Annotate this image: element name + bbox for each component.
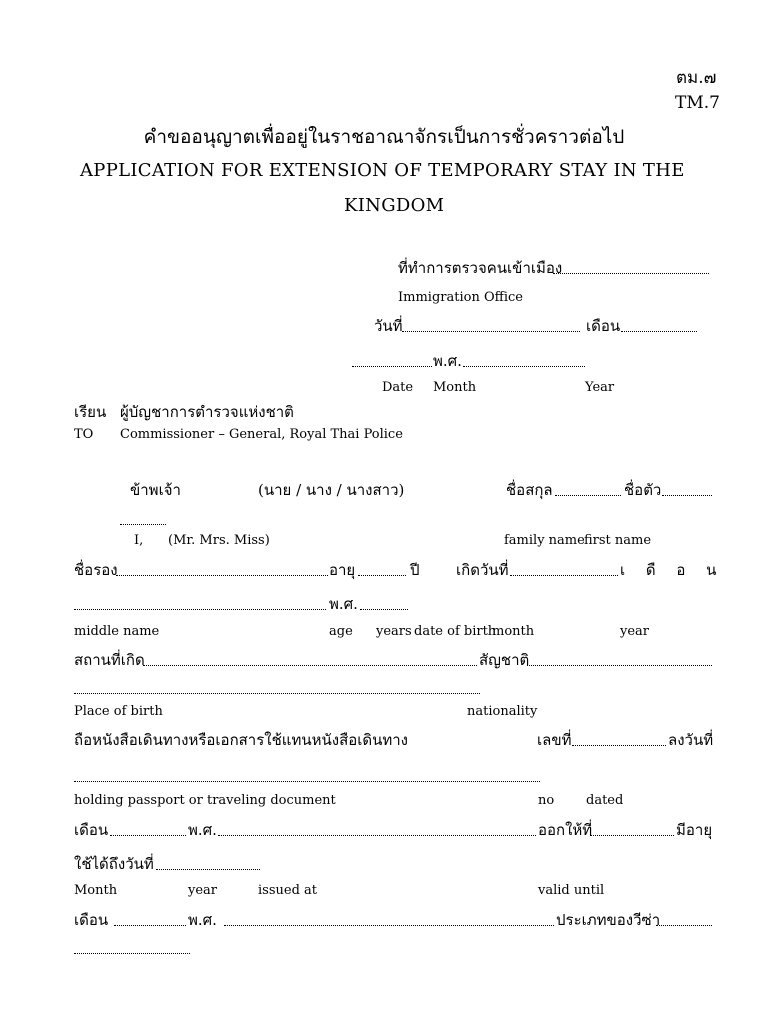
age-label: age	[329, 624, 353, 639]
nationality-label: nationality	[467, 704, 538, 719]
passport-year-label: year	[188, 883, 218, 898]
passport-dated-label-thai: ลงวันที่	[668, 731, 714, 749]
dob-month-field[interactable]	[74, 608, 326, 610]
first-name-label-thai: ชื่อตัว	[624, 481, 662, 499]
title-english-line2: KINGDOM	[344, 195, 445, 216]
date-day-label-thai: วันที่	[374, 317, 403, 335]
middle-name-label-thai: ชื่อรอง	[74, 561, 118, 579]
valid-until-label: valid until	[538, 883, 605, 898]
month-label: Month	[433, 380, 477, 395]
applicant-label-thai: ข้าพเจ้า	[130, 481, 181, 499]
title-options-thai: (นาย / นาง / นางสาว)	[258, 481, 405, 499]
first-name-label: first name	[584, 533, 652, 548]
valid-until-field[interactable]	[156, 868, 260, 870]
visa-type-field[interactable]	[656, 924, 712, 926]
visa-type-field-continued[interactable]	[74, 952, 190, 954]
issued-at-field[interactable]	[590, 834, 674, 836]
form-code-thai: ตม.๗	[676, 68, 717, 88]
date-month-label-thai: เดือน	[586, 317, 621, 335]
visa-year-field[interactable]	[224, 924, 554, 926]
nationality-field[interactable]	[527, 664, 712, 666]
visa-year-label-thai: พ.ศ.	[188, 911, 217, 929]
date-day-field[interactable]	[402, 330, 580, 332]
date-year-label-thai: พ.ศ.	[433, 352, 462, 370]
date-year-field[interactable]	[463, 365, 585, 367]
recipient-thai: ผู้บัญชาการตำรวจแห่งชาติ	[120, 403, 294, 421]
passport-no-field[interactable]	[572, 744, 666, 746]
middle-name-label: middle name	[74, 624, 160, 639]
years-label: years	[376, 624, 412, 639]
title-thai: คำขออนุญาตเพื่ออยู่ในราชอาณาจักรเป็นการชั่วคราวต่อไป	[143, 126, 625, 148]
passport-no-label-thai: เลขที่	[537, 731, 572, 749]
passport-month-label: Month	[74, 883, 118, 898]
office-label-thai: ที่ทำการตรวจคนเข้าเมือง	[398, 259, 563, 277]
date-month-field[interactable]	[621, 330, 697, 332]
passport-dated-label: dated	[586, 793, 624, 808]
passport-month-label-thai: เดือน	[74, 821, 109, 839]
first-name-field-continued[interactable]	[120, 523, 166, 525]
recipient: Commissioner – General, Royal Thai Police	[120, 427, 403, 442]
to-label: TO	[74, 427, 94, 442]
passport-label: holding passport or traveling document	[74, 793, 336, 808]
age-field[interactable]	[358, 574, 406, 576]
dob-label: date of birth	[414, 624, 497, 639]
applicant-label: I,	[134, 533, 144, 548]
family-name-label: family name	[504, 533, 585, 548]
year-label: Year	[585, 380, 615, 395]
dob-year-field[interactable]	[360, 608, 408, 610]
issued-at-label-thai: ออกให้ที่	[538, 821, 593, 839]
issued-at-label: issued at	[258, 883, 317, 898]
passport-dated-field[interactable]	[74, 780, 540, 782]
passport-label-thai: ถือหนังสือเดินทางหรือเอกสารใช้แทนหนังสือเดินทาง	[74, 731, 408, 749]
dob-field[interactable]	[510, 574, 618, 576]
family-name-field[interactable]	[555, 494, 621, 496]
dob-year-label: year	[620, 624, 650, 639]
passport-no-label: no	[538, 793, 555, 808]
date-label: Date	[382, 380, 414, 395]
title-options: (Mr. Mrs. Miss)	[168, 533, 270, 548]
title-english-line1: APPLICATION FOR EXTENSION OF TEMPORARY STAY IN THE	[80, 160, 685, 181]
passport-year-field[interactable]	[218, 834, 536, 836]
visa-type-label-thai: ประเภทของวีซ่า	[556, 911, 661, 929]
office-field[interactable]	[553, 272, 709, 274]
valid-label-thai: มีอายุ	[676, 821, 713, 839]
dob-month-label-thai: เ ดื อ น	[620, 561, 725, 579]
birthplace-field[interactable]	[143, 664, 477, 666]
office-label: Immigration Office	[398, 290, 523, 305]
middle-name-field[interactable]	[116, 574, 328, 576]
dob-month-label: month	[492, 624, 535, 639]
age-label-thai: อายุ	[329, 561, 356, 579]
birthplace-label: Place of birth	[74, 704, 163, 719]
family-name-label-thai: ชื่อสกุล	[506, 481, 553, 499]
visa-month-field[interactable]	[114, 924, 186, 926]
valid-until-label-thai: ใช้ได้ถึงวันที่	[74, 855, 154, 873]
birthplace-label-thai: สถานที่เกิด	[74, 651, 145, 669]
date-extra-field[interactable]	[352, 365, 432, 367]
first-name-field[interactable]	[662, 494, 712, 496]
passport-year-label-thai: พ.ศ.	[188, 821, 217, 839]
nationality-label-thai: สัญชาติ	[479, 651, 530, 669]
dob-label-thai: เกิดวันที่	[456, 561, 509, 579]
visa-month-label-thai: เดือน	[74, 911, 109, 929]
form-code: TM.7	[675, 93, 720, 113]
dob-year-label-thai: พ.ศ.	[329, 595, 358, 613]
birthplace-field-continued[interactable]	[74, 692, 480, 694]
passport-month-field[interactable]	[110, 834, 186, 836]
to-label-thai: เรียน	[74, 403, 107, 421]
years-label-thai: ปี	[410, 561, 420, 579]
